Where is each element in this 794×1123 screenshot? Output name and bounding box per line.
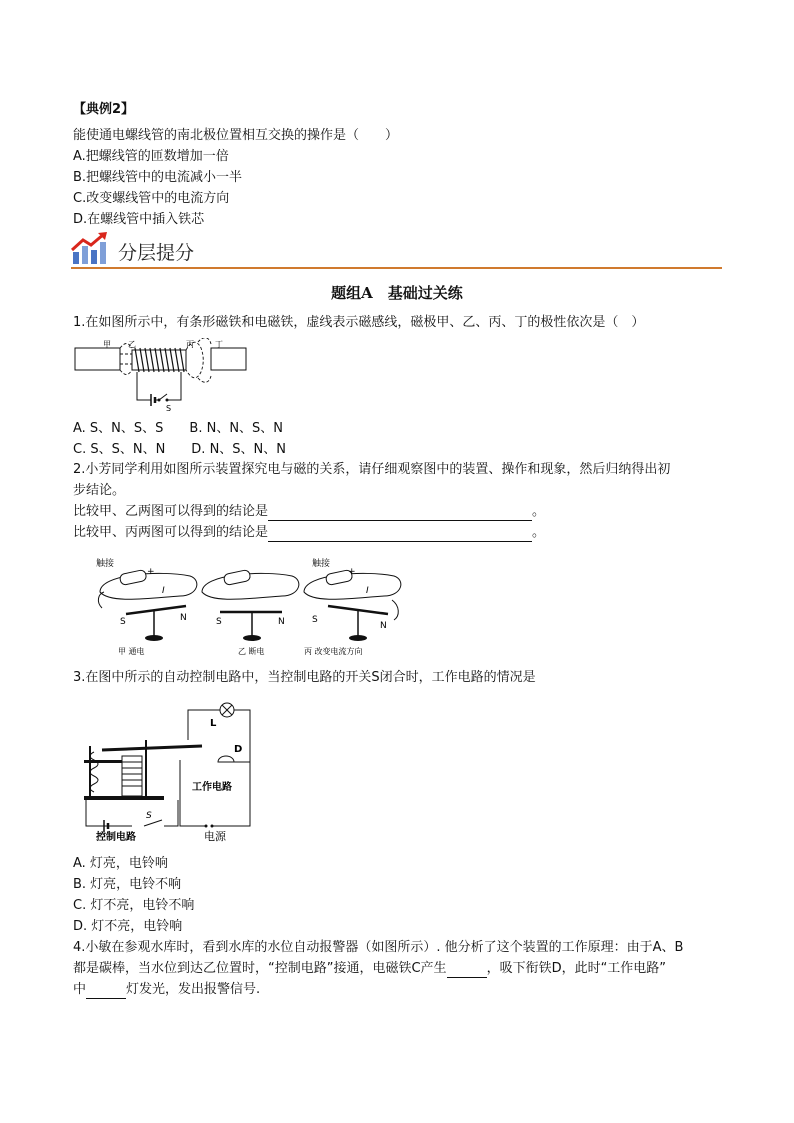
- q2-compare1: 比较甲、乙两图可以得到的结论是: [73, 504, 269, 519]
- q2-caption-bing: 丙 改变电流方向: [304, 647, 363, 656]
- q2-current-3: I: [366, 586, 369, 596]
- q3-work-circuit-label: 工作电路: [192, 782, 232, 793]
- q2-north-3: N: [380, 621, 387, 631]
- q2-stem-line1: 2.小芳同学利用如图所示装置探究电与磁的关系，请仔细观察图中的装置、操作和现象，然后归纳得出初: [73, 462, 671, 477]
- q2-south-1: S: [120, 617, 126, 627]
- q4-line2a: 都是碳棒，当水位到达乙位置时，“控制电路”接通，电磁铁C产生: [73, 961, 447, 976]
- q4-line1: 4.小敏在参观水库时，看到水库的水位自动报警器（如图所示）. 他分析了这个装置的工作原理：由于A、B: [73, 940, 684, 955]
- q2-answer-blank-1[interactable]: [268, 506, 532, 521]
- q4-line3a: 中: [73, 982, 87, 997]
- example-option-b: B.把螺线管中的电流减小一半: [73, 170, 243, 185]
- q2-north-1: N: [180, 613, 187, 623]
- example-tag: 【典例2】: [73, 102, 135, 117]
- q2-oersted-figure: [90, 552, 410, 662]
- q4-line3b: 灯发光，发出报警信号.: [126, 982, 261, 997]
- q3-option-d: D. 灯不亮，电铃响: [73, 919, 183, 934]
- q2-north-2: N: [278, 617, 285, 627]
- q3-relay-figure: [82, 700, 262, 842]
- section-divider: [71, 267, 722, 269]
- q2-panel-bing: [304, 557, 401, 656]
- rising-chart-icon: [71, 232, 111, 266]
- q1-options-row1: A. S、N、S、S B. N、N、S、N: [73, 421, 284, 436]
- q1-label-bing: 丙: [186, 340, 194, 349]
- q3-option-b: B. 灯亮，电铃不响: [73, 877, 182, 892]
- q3-switch-label: S: [146, 811, 152, 821]
- q1-stem: 1.在如图所示中，有条形磁铁和电磁铁，虚线表示磁感线，磁极甲、乙、丙、丁的极性依次是（ ）: [73, 315, 645, 330]
- q2-south-3: S: [312, 615, 318, 625]
- q2-answer-blank-2[interactable]: [268, 527, 532, 542]
- q4-answer-blank-1[interactable]: [447, 963, 487, 978]
- q2-touch-3: 触接: [312, 559, 331, 569]
- example-option-a: A.把螺线管的匝数增加一倍: [73, 149, 229, 164]
- q2-caption-yi: 乙 断电: [238, 647, 265, 656]
- q2-caption-jia: 甲 通电: [118, 647, 145, 656]
- section-title: 分层提分: [118, 242, 195, 264]
- q4-answer-blank-2[interactable]: [86, 984, 126, 999]
- example-option-c: C.改变螺线管中的电流方向: [73, 191, 230, 206]
- q1-magnet-figure: [73, 338, 248, 416]
- q2-touch-1: 触接: [96, 559, 115, 569]
- q3-option-c: C. 灯不亮，电铃不响: [73, 898, 195, 913]
- example-question: 能使通电螺线管的南北极位置相互交换的操作是（ ）: [73, 128, 399, 143]
- example-option-d: D.在螺线管中插入铁芯: [73, 212, 205, 227]
- q2-end-mark-1: 。: [532, 504, 546, 519]
- q1-label-yi: 乙: [128, 340, 136, 349]
- q1-options-row2: C. S、S、N、N D. N、S、N、N: [73, 442, 286, 457]
- q3-power-label: 电源: [204, 830, 226, 842]
- q3-bell-label: D: [234, 744, 243, 755]
- q2-panel-yi: [202, 569, 299, 656]
- q2-plus-1: +: [147, 567, 155, 577]
- q2-plus-3: +: [348, 567, 356, 577]
- q2-south-2: S: [216, 617, 222, 627]
- q2-current-1: I: [162, 586, 165, 596]
- q4-line2b: ，吸下衔铁D，此时“工作电路”: [486, 961, 667, 976]
- q2-panel-jia: [96, 557, 197, 656]
- q3-control-circuit-label: 控制电路: [96, 832, 136, 842]
- q2-stem-line2: 步结论。: [73, 483, 126, 498]
- q1-label-ding: 丁: [215, 340, 223, 349]
- group-heading: 题组A 基础过关练: [331, 284, 463, 302]
- bell-icon: [218, 756, 234, 762]
- q1-label-switch: S: [166, 404, 172, 413]
- q3-stem: 3.在图中所示的自动控制电路中，当控制电路的开关S闭合时，工作电路的情况是: [73, 670, 536, 685]
- q3-option-a: A. 灯亮，电铃响: [73, 856, 168, 871]
- q3-lamp-label: L: [210, 718, 217, 729]
- q2-end-mark-2: 。: [532, 525, 546, 540]
- q1-label-jia: 甲: [103, 340, 111, 349]
- q2-compare2: 比较甲、丙两图可以得到的结论是: [73, 525, 269, 540]
